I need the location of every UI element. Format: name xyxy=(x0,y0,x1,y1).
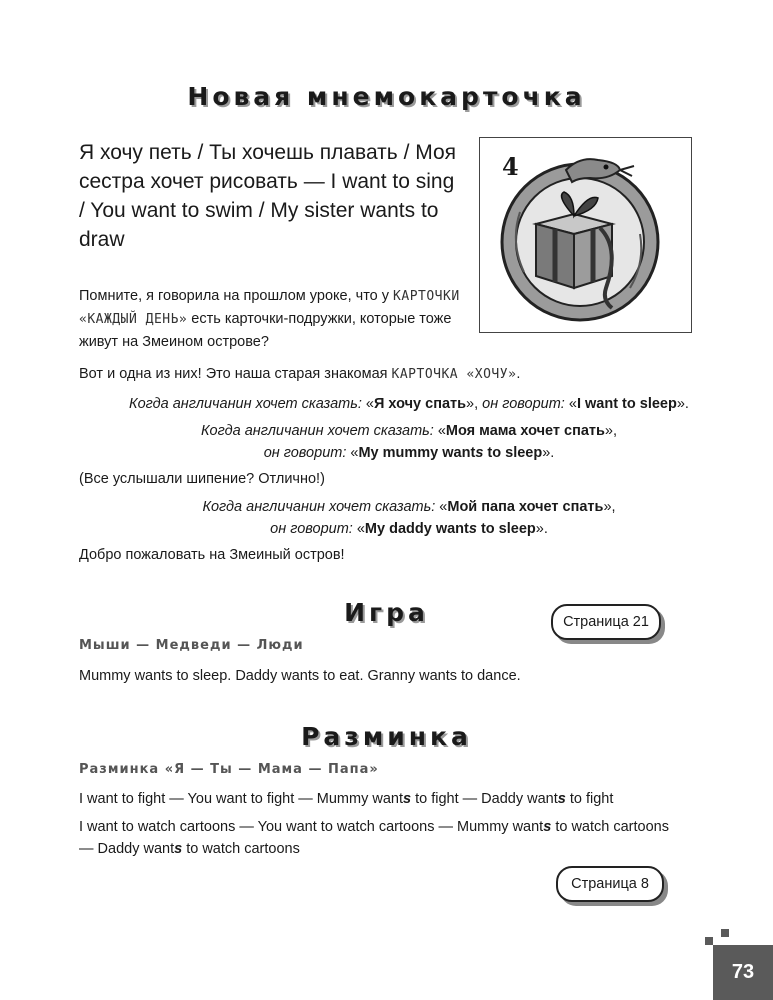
ex3-d2: s xyxy=(468,521,477,537)
ex3-a: Когда англичанин хочет сказать: xyxy=(202,499,440,515)
ex3-q2: », xyxy=(603,499,616,515)
ex3-q1: « xyxy=(439,499,448,515)
intro-paragraph xyxy=(79,285,474,353)
game-text: Mummy wants to sleep. Daddy wants to eat. Granny wants to dance. xyxy=(79,668,521,684)
ex1-b: Я хочу спать xyxy=(373,396,467,412)
w1d: s xyxy=(557,791,566,807)
ex3-d3: to sleep xyxy=(476,521,536,537)
flashcard-number: 4 xyxy=(502,152,519,181)
welcome-line: Добро пожаловать на Змеиный остров! xyxy=(79,547,345,563)
section-heading-warmup: Разминка xyxy=(301,722,472,751)
ex2-d1: My mummy want xyxy=(358,445,476,461)
w2c: to watch cartoons — Daddy want xyxy=(79,819,669,857)
ex2-a: Когда англичанин хочет сказать: xyxy=(200,423,438,439)
example-2 xyxy=(79,420,739,464)
warmup-line-2 xyxy=(79,816,684,860)
ex3-d1: My daddy want xyxy=(364,521,469,537)
intro-text-1: Помните, я говорила на прошлом уроке, что у xyxy=(79,288,394,304)
p2-text-1: Вот и одна из них! Это наша старая знакомая xyxy=(79,366,392,382)
ex1-q1: « xyxy=(365,396,374,412)
ex2-q3: « xyxy=(350,445,359,461)
warmup-subheading: Разминка «Я — Ты — Мама — Папа» xyxy=(79,762,379,777)
intro-handwritten-1: КАРТОЧКИ xyxy=(393,289,460,304)
w1e: to fight xyxy=(565,791,614,807)
ex1-q3: « xyxy=(568,396,577,412)
p2-handwritten: КАРТОЧКА «ХОЧУ» xyxy=(391,367,517,382)
w2b: s xyxy=(543,819,552,835)
snake-gift-icon xyxy=(480,138,691,332)
example-1 xyxy=(79,393,739,415)
ex3-c: он говорит: xyxy=(270,521,357,537)
p2-text-2: . xyxy=(516,366,521,382)
ex2-d2: s xyxy=(475,445,484,461)
w2d: s xyxy=(174,841,183,857)
flashcard-text: Я хочу петь / Ты хочешь плавать / Моя сестра хочет рисовать — I want to sing / You want to swim / My sister wants to draw xyxy=(79,141,457,251)
ex1-q2: », xyxy=(466,396,483,412)
ex3-b: Мой папа хочет спать xyxy=(447,499,604,515)
ex2-q1: « xyxy=(437,423,446,439)
w1a: I want to fight — You want to fight — Mummy want xyxy=(79,791,403,807)
ex1-q4: ». xyxy=(676,396,689,412)
corner-pixel-decoration-2 xyxy=(721,929,729,937)
ex3-q3: « xyxy=(356,521,365,537)
ex2-c: он говорит: xyxy=(263,445,351,461)
ex2-q4: ». xyxy=(542,445,555,461)
game-subheading: Мыши — Медведи — Люди xyxy=(79,638,304,653)
intro-text-2: есть карточки-подружки, которые тоже живут на Змеином острове? xyxy=(79,311,452,350)
intro-handwritten-2: «КАЖДЫЙ ДЕНЬ» xyxy=(79,312,188,327)
w2a: I want to watch cartoons — You want to watch cartoons — Mummy want xyxy=(79,819,544,835)
paragraph-card-want xyxy=(79,363,699,386)
flashcard-image xyxy=(479,137,692,333)
page-number: 73 xyxy=(713,945,773,1000)
ex1-c: он говорит: xyxy=(482,396,569,412)
corner-pixel-decoration xyxy=(705,937,713,945)
warmup-line-1 xyxy=(79,788,699,810)
section-heading-game: Игра xyxy=(344,598,429,627)
page-title: Новая мнемокарточка xyxy=(187,82,586,111)
w1b: s xyxy=(402,791,412,807)
page-reference-21: Страница 21 xyxy=(551,604,661,640)
ex2-d3: to sleep xyxy=(483,445,543,461)
page-reference-8: Страница 8 xyxy=(556,866,664,902)
example-3 xyxy=(79,496,739,540)
ex2-b: Моя мама хочет спать xyxy=(445,423,605,439)
ex2-q2: », xyxy=(604,423,617,439)
w1c: to fight — Daddy want xyxy=(411,791,558,807)
w2e: to watch cartoons xyxy=(182,841,300,857)
ex1-d: I want to sleep xyxy=(576,396,677,412)
ex3-q4: ». xyxy=(535,521,548,537)
ex1-a: Когда англичанин хочет сказать: xyxy=(129,396,366,412)
hiss-line: (Все услышали шипение? Отлично!) xyxy=(79,471,325,487)
